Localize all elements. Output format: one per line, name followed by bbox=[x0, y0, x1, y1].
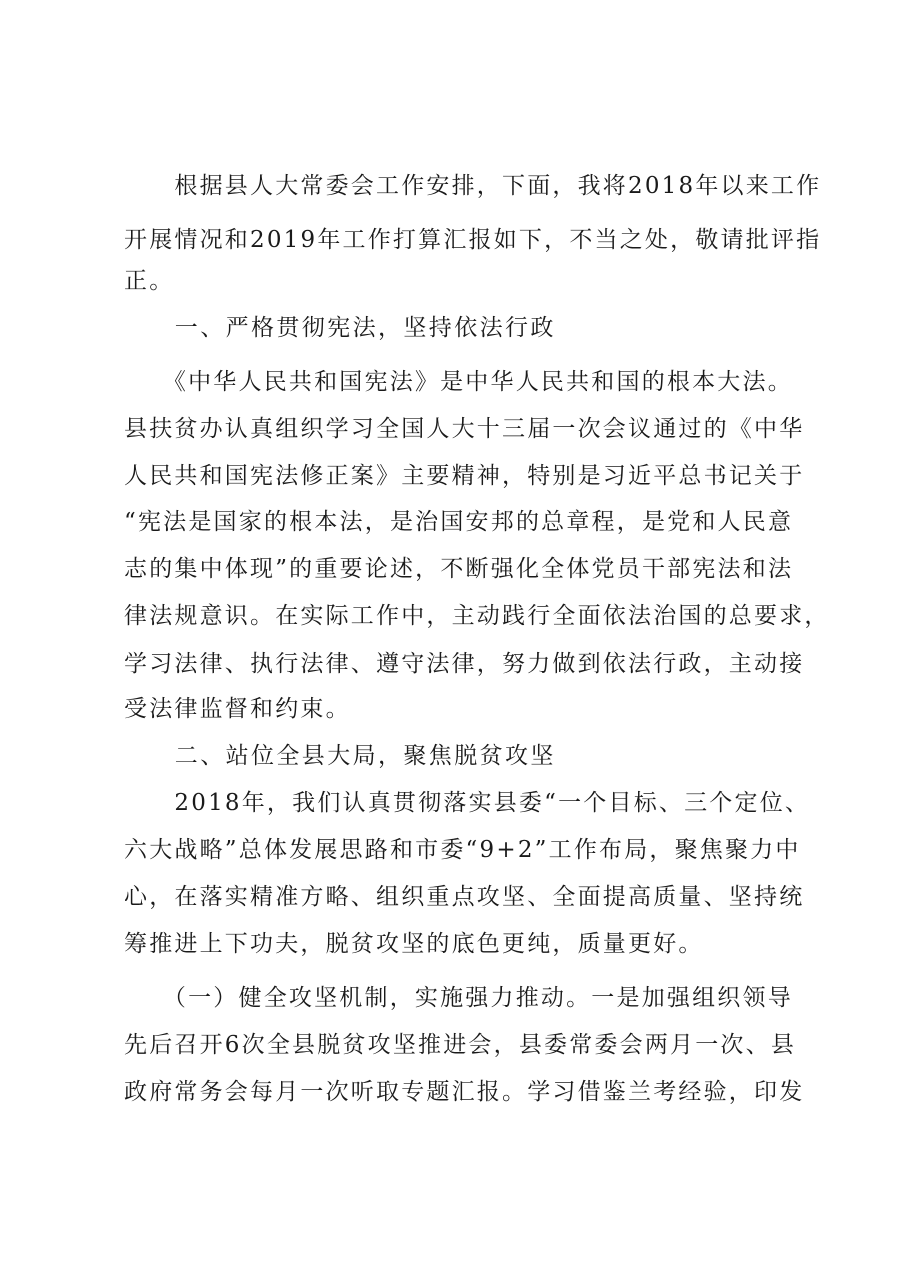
paragraph-intro-line-2: 开展情况和2019年工作打算汇报如下，不当之处，敬请批评指 bbox=[124, 227, 822, 253]
paragraph-poverty-line-3: 心，在落实精准方略、组织重点攻坚、全面提高质量、坚持统 bbox=[124, 884, 805, 910]
paragraph-mechanism-line-1: （一）健全攻坚机制，实施强力推动。一是加强组织领导 bbox=[124, 985, 793, 1011]
paragraph-poverty-line-1: 2018年，我们认真贯彻落实县委“一个目标、三个定位、 bbox=[124, 790, 811, 816]
section-heading-1: 一、严格贯彻宪法，坚持依法行政 bbox=[124, 315, 556, 341]
paragraph-poverty-line-2: 六大战略”总体发展思路和市委“9+2”工作布局，聚焦聚力中 bbox=[124, 837, 801, 863]
paragraph-intro-line-1: 根据县人大常委会工作安排，下面，我将2018年以来工作 bbox=[124, 173, 822, 199]
paragraph-intro-line-3: 正。 bbox=[124, 268, 175, 294]
paragraph-constitution-line-1: 《中华人民共和国宪法》是中华人民共和国的根本大法。 bbox=[124, 369, 793, 395]
paragraph-constitution-line-6: 律法规意识。在实际工作中，主动践行全面依法治国的总要求， bbox=[124, 603, 830, 629]
paragraph-constitution-line-3: 人民共和国宪法修正案》主要精神，特别是习近平总书记关于 bbox=[124, 463, 805, 489]
paragraph-constitution-line-4: “宪法是国家的根本法，是治国安邦的总章程，是党和人民意 bbox=[124, 509, 794, 535]
paragraph-constitution-line-7: 学习法律、执行法律、遵守法律，努力做到依法行政，主动接 bbox=[124, 651, 805, 677]
paragraph-constitution-line-8: 受法律监督和约束。 bbox=[124, 696, 351, 722]
paragraph-mechanism-line-2: 先后召开6次全县脱贫攻坚推进会，县委常委会两月一次、县 bbox=[124, 1032, 797, 1058]
paragraph-constitution-line-5: 志的集中体现”的重要论述，不断强化全体党员干部宪法和法 bbox=[124, 556, 794, 582]
paragraph-constitution-line-2: 县扶贫办认真组织学习全国人大十三届一次会议通过的《中华 bbox=[124, 416, 805, 442]
paragraph-poverty-line-4: 筹推进上下功夫，脱贫攻坚的底色更纯，质量更好。 bbox=[124, 931, 704, 957]
section-heading-2: 二、站位全县大局，聚焦脱贫攻坚 bbox=[124, 743, 556, 769]
paragraph-mechanism-line-3: 政府常务会每月一次听取专题汇报。学习借鉴兰考经验，印发 bbox=[124, 1079, 805, 1105]
